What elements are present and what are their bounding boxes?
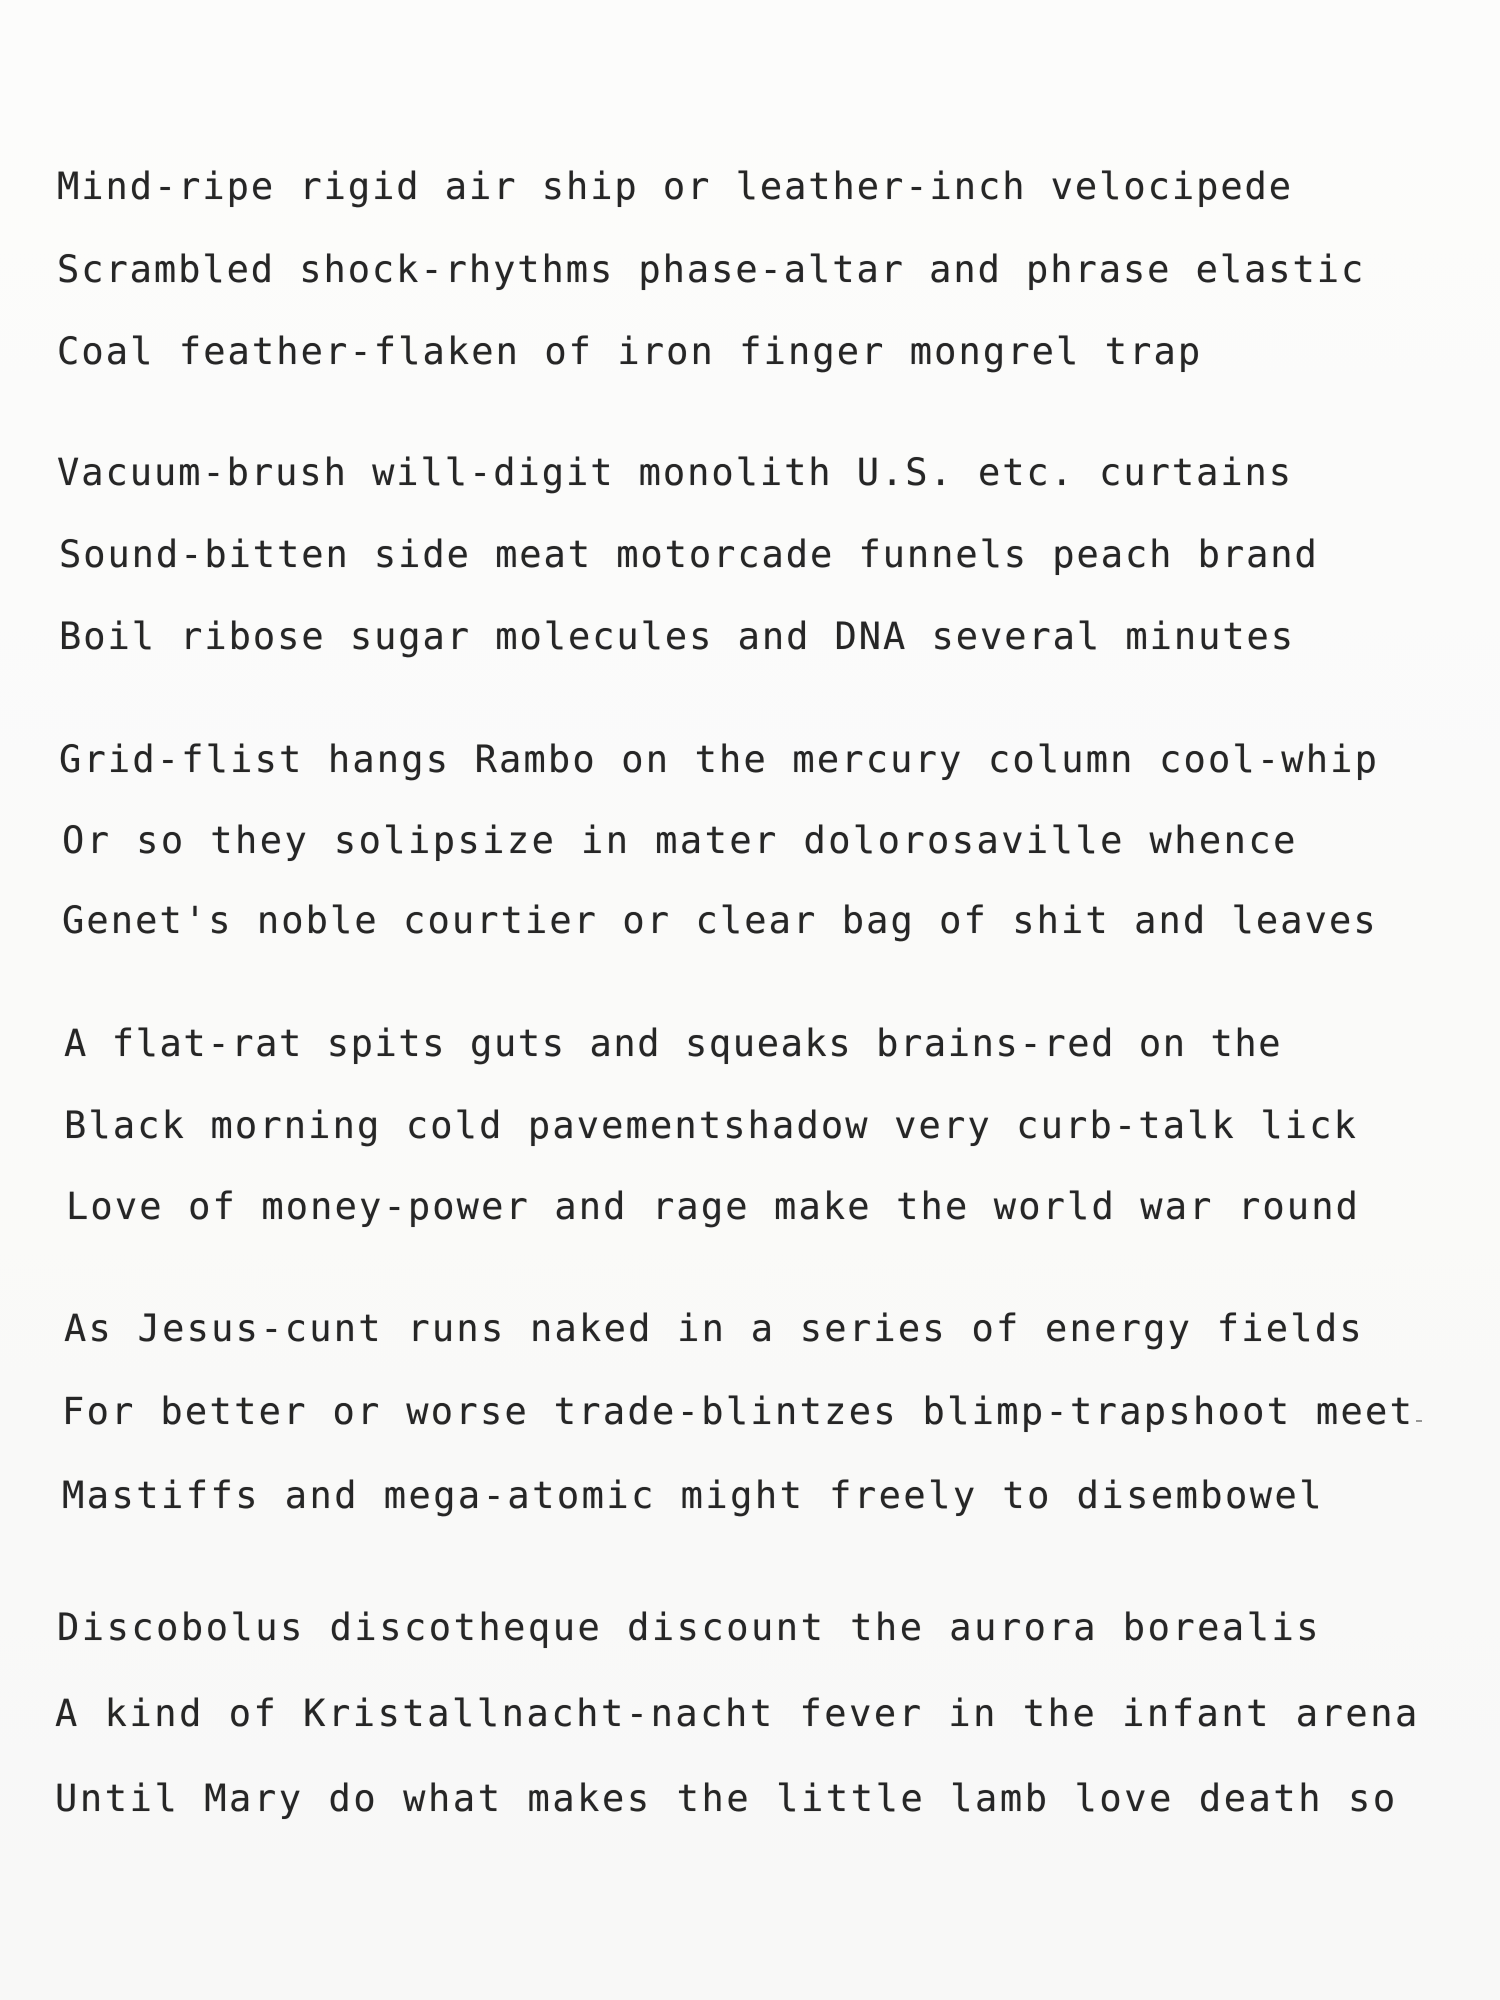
poem-line: Mind-ripe rigid air ship or leather-inch velocipede xyxy=(57,165,1294,208)
poem-line: Love of money-power and rage make the world war round xyxy=(66,1185,1361,1228)
poem-line: Sound-bitten side meat motorcade funnels peach brand xyxy=(59,533,1319,576)
poem-line: A kind of Kristallnacht-nacht fever in the infant arena xyxy=(55,1692,1420,1735)
poem-line: Black morning cold pavementshadow very curb-talk lick xyxy=(64,1104,1359,1147)
poem-line: Genet's noble courtier or clear bag of shit and leaves xyxy=(62,899,1378,942)
poem-line: Grid-flist hangs Rambo on the mercury column cool-whip xyxy=(59,738,1380,781)
poem-line: For better or worse trade-blintzes blimp-trapshoot meet xyxy=(62,1390,1415,1433)
poem-line: Mastiffs and mega-atomic might freely to disembowel xyxy=(62,1474,1325,1517)
poem-line: Coal feather-flaken of iron finger mongrel trap xyxy=(57,330,1203,373)
poem-line: Scrambled shock-rhythms phase-altar and phrase elastic xyxy=(57,248,1366,291)
poem-line: Until Mary do what makes the little lamb love death so xyxy=(55,1777,1398,1820)
poem-line: A flat-rat spits guts and squeaks brains-red on the xyxy=(64,1022,1283,1065)
poem-line: Vacuum-brush will-digit monolith U.S. etc. curtains xyxy=(57,451,1294,494)
stray-typewriter-mark xyxy=(1416,1420,1422,1422)
poem-line: Boil ribose sugar molecules and DNA several minutes xyxy=(59,615,1296,658)
poem-line: Or so they solipsize in mater dolorosaville whence xyxy=(62,819,1298,862)
poem-line: Discobolus discotheque discount the aurora borealis xyxy=(57,1606,1322,1649)
poem-line: As Jesus-cunt runs naked in a series of energy fields xyxy=(64,1307,1364,1350)
